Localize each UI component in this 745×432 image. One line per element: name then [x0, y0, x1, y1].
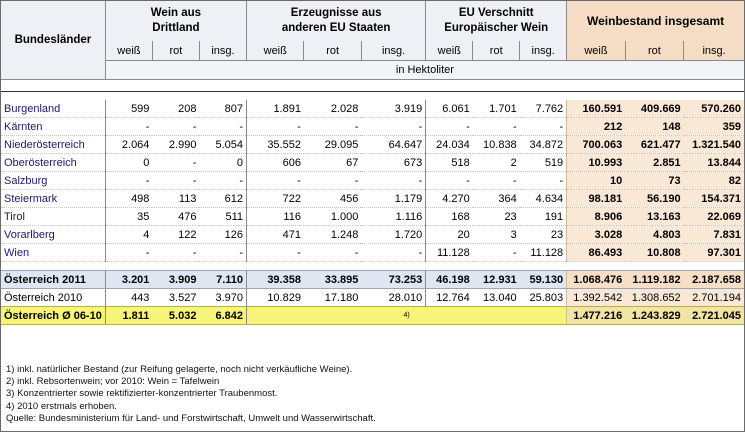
table-row: [1, 226, 744, 244]
table-cell: 511: [199, 208, 246, 226]
row-label: Wien: [1, 244, 105, 262]
table-cell: 23: [520, 226, 567, 244]
table-cell: 13.163: [625, 208, 683, 226]
header-sub-rot: rot: [152, 41, 199, 60]
table-cell: -: [247, 244, 304, 262]
table-cell: 7.762: [520, 100, 567, 118]
table-cell: 1.119.182: [625, 271, 683, 289]
table-row: [1, 244, 744, 262]
table-cell: 28.010: [361, 289, 425, 307]
row-label: Oberösterreich: [1, 154, 105, 172]
table-cell: 0: [199, 154, 246, 172]
table-row: [1, 271, 744, 289]
table-cell: 518: [426, 154, 473, 172]
table-cell: 2.187.658: [684, 271, 744, 289]
table-cell: -: [152, 118, 199, 136]
table-cell: 34.872: [520, 136, 567, 154]
spacer-row: [1, 92, 744, 101]
table-cell: 154.371: [684, 190, 744, 208]
table-cell: 33.895: [304, 271, 361, 289]
table-cell: 35: [105, 208, 152, 226]
table-cell: 8.906: [567, 208, 626, 226]
row-label: Österreich 2011: [1, 271, 105, 289]
table-cell: 606: [247, 154, 304, 172]
footnote-line: 2) inkl. Rebsortenwein; vor 2010: Wein = Tafelwein: [6, 376, 220, 388]
header-sub-rot: rot: [473, 41, 520, 60]
table-cell: 471: [247, 226, 304, 244]
table-cell: -: [247, 118, 304, 136]
table-cell: -: [361, 118, 425, 136]
table-cell: 1.000: [304, 208, 361, 226]
table-cell: 5.032: [152, 307, 199, 325]
table-cell: 13.040: [473, 289, 520, 307]
table-cell: -: [105, 118, 152, 136]
table-cell: 67: [304, 154, 361, 172]
table-cell: 10.993: [567, 154, 626, 172]
table-cell: 456: [304, 190, 361, 208]
row-label: Steiermark: [1, 190, 105, 208]
table-cell: 7.110: [199, 271, 246, 289]
row-label: Tirol: [1, 208, 105, 226]
table-cell: 1.116: [361, 208, 425, 226]
table-cell: 24.034: [426, 136, 473, 154]
table-cell: 23: [473, 208, 520, 226]
table-cell: 498: [105, 190, 152, 208]
table-cell: 443: [105, 289, 152, 307]
table-cell: 476: [152, 208, 199, 226]
table-cell: 11.128: [520, 244, 567, 262]
table-cell: 612: [199, 190, 246, 208]
table-cell: 1.179: [361, 190, 425, 208]
header-sub-rot: rot: [304, 41, 361, 60]
table-cell: -: [199, 244, 246, 262]
header-sub-weiss: weiß: [105, 41, 152, 60]
header-group-weinbestand: Weinbestand insgesamt: [567, 1, 744, 41]
table-cell: 409.669: [625, 100, 683, 118]
table-cell: 3: [473, 226, 520, 244]
table-row-average: [1, 307, 744, 325]
table-cell: 116: [247, 208, 304, 226]
table-cell: 1.248: [304, 226, 361, 244]
table-cell: 1.811: [105, 307, 152, 325]
table-cell: 20: [426, 226, 473, 244]
table-cell: 2.028: [304, 100, 361, 118]
table-cell: 807: [199, 100, 246, 118]
table-cell: 3.201: [105, 271, 152, 289]
header-sub-insg: insg.: [684, 41, 744, 60]
table-cell: 35.552: [247, 136, 304, 154]
table-cell: 4.803: [625, 226, 683, 244]
table-cell: -: [361, 244, 425, 262]
table-cell: 17.180: [304, 289, 361, 307]
spacer-row: [1, 262, 744, 271]
table-cell: 73: [625, 172, 683, 190]
table-cell: 3.919: [361, 100, 425, 118]
table-row: [1, 118, 744, 136]
table-cell: 0: [105, 154, 152, 172]
table-cell: 4: [105, 226, 152, 244]
table-cell: 73.253: [361, 271, 425, 289]
footnote-line: 1) inkl. natürlicher Bestand (zur Reifung gelagerte, noch nicht verkäufliche Weine).: [6, 364, 353, 375]
header-group-drittland: Wein aus Drittland: [105, 1, 246, 41]
table-cell: 113: [152, 190, 199, 208]
table-cell: 519: [520, 154, 567, 172]
table-cell: 168: [426, 208, 473, 226]
table-cell: -: [426, 118, 473, 136]
table-cell: 2.701.194: [684, 289, 744, 307]
header-sub-weiss: weiß: [426, 41, 473, 60]
table-cell: 148: [625, 118, 683, 136]
table-cell: -: [105, 244, 152, 262]
header-unit: in Hektoliter: [105, 60, 744, 79]
table-cell: 98.181: [567, 190, 626, 208]
table-cell: 3.527: [152, 289, 199, 307]
table-cell: 39.358: [247, 271, 304, 289]
row-label: Burgenland: [1, 100, 105, 118]
table-row: [1, 208, 744, 226]
header-group-eu-staaten: Erzeugnisse aus anderen EU Staaten: [247, 1, 426, 41]
table-cell: -: [152, 244, 199, 262]
header-group-eu-verschnitt: EU Verschnitt Europäischer Wein: [426, 1, 567, 41]
row-label: Vorarlberg: [1, 226, 105, 244]
table-cell: 1.308.652: [625, 289, 683, 307]
table-cell: 364: [473, 190, 520, 208]
footnotes: [6, 364, 376, 425]
header-sub-weiss: weiß: [567, 41, 626, 60]
table-cell: -: [199, 172, 246, 190]
table-cell: 12.764: [426, 289, 473, 307]
table-cell: 10: [567, 172, 626, 190]
table-cell: 126: [199, 226, 246, 244]
header-sub-rot: rot: [625, 41, 683, 60]
table-cell: 10.808: [625, 244, 683, 262]
table-cell: -: [199, 118, 246, 136]
table-cell: 191: [520, 208, 567, 226]
table-cell: 359: [684, 118, 744, 136]
row-label: Salzburg: [1, 172, 105, 190]
table-cell: 13.844: [684, 154, 744, 172]
table-cell: 12.931: [473, 271, 520, 289]
table-cell: 2.990: [152, 136, 199, 154]
table-row: [1, 136, 744, 154]
table-cell: 2: [473, 154, 520, 172]
table-cell: 722: [247, 190, 304, 208]
table-row: [1, 289, 744, 307]
table-cell: 2.851: [625, 154, 683, 172]
table-cell: 82: [684, 172, 744, 190]
table-cell: 6.061: [426, 100, 473, 118]
table-cell: -: [152, 154, 199, 172]
wine-stock-table: [1, 1, 744, 325]
table-cell: 4.634: [520, 190, 567, 208]
merged-note-cell: [247, 307, 567, 325]
table-row: [1, 154, 744, 172]
table-cell: 1.701: [473, 100, 520, 118]
table-cell: -: [520, 118, 567, 136]
table-cell: 3.028: [567, 226, 626, 244]
table-cell: 3.909: [152, 271, 199, 289]
footnote-line: Quelle: Bundesministerium für Land- und Forstwirtschaft, Umwelt und Wasserwirtschaft.: [6, 412, 376, 424]
table-cell: 122: [152, 226, 199, 244]
table-cell: -: [304, 172, 361, 190]
footnote-line: 4) 2010 erstmals erhoben.: [6, 400, 117, 412]
header-sub-weiss: weiß: [247, 41, 304, 60]
table-cell: 5.054: [199, 136, 246, 154]
table-cell: 621.477: [625, 136, 683, 154]
table-cell: -: [473, 118, 520, 136]
table-cell: 56.190: [625, 190, 683, 208]
table-cell: 673: [361, 154, 425, 172]
table-cell: -: [105, 172, 152, 190]
table-cell: 6.842: [199, 307, 246, 325]
table-cell: -: [426, 172, 473, 190]
table-cell: -: [152, 172, 199, 190]
table-cell: 29.095: [304, 136, 361, 154]
table-cell: 2.721.045: [684, 307, 744, 325]
table-cell: 4.270: [426, 190, 473, 208]
table-cell: 208: [152, 100, 199, 118]
table-cell: 3.970: [199, 289, 246, 307]
table-cell: -: [473, 244, 520, 262]
table-cell: 1.243.829: [625, 307, 683, 325]
table-cell: 11.128: [426, 244, 473, 262]
table-cell: 212: [567, 118, 626, 136]
header-bundeslaender: Bundesländer: [1, 1, 105, 80]
table-row: [1, 172, 744, 190]
table-cell: 10.838: [473, 136, 520, 154]
table-cell: 1.720: [361, 226, 425, 244]
table-cell: 1.891: [247, 100, 304, 118]
header-sub-insg: insg.: [520, 41, 567, 60]
table-cell: -: [361, 172, 425, 190]
table-cell: 1.477.216: [567, 307, 626, 325]
table-cell: 1.068.476: [567, 271, 626, 289]
table-cell: 570.260: [684, 100, 744, 118]
row-label: Österreich 2010: [1, 289, 105, 307]
table-cell: 97.301: [684, 244, 744, 262]
table-cell: 2.064: [105, 136, 152, 154]
table-cell: 64.647: [361, 136, 425, 154]
table-cell: 25.803: [520, 289, 567, 307]
table-cell: -: [520, 172, 567, 190]
table-cell: 599: [105, 100, 152, 118]
table-cell: 1.392.542: [567, 289, 626, 307]
table-cell: 59.130: [520, 271, 567, 289]
table-cell: 700.063: [567, 136, 626, 154]
spacer-row: [1, 80, 744, 92]
table-cell: 1.321.540: [684, 136, 744, 154]
table-cell: -: [247, 172, 304, 190]
table-cell: 46.198: [426, 271, 473, 289]
footnote-marker: 4): [403, 311, 410, 319]
footnote-line: 3) Konzentrierter sowie rektifizierter-konzentrierter Traubenmost.: [6, 388, 278, 400]
header-sub-insg: insg.: [361, 41, 425, 60]
table-cell: -: [304, 244, 361, 262]
table-cell: 160.591: [567, 100, 626, 118]
table-row: [1, 190, 744, 208]
table-cell: 86.493: [567, 244, 626, 262]
row-label: Österreich Ø 06-10: [1, 307, 105, 325]
table-row: [1, 100, 744, 118]
table-cell: -: [473, 172, 520, 190]
header-sub-insg: insg.: [199, 41, 246, 60]
table-cell: -: [304, 118, 361, 136]
table-cell: 22.069: [684, 208, 744, 226]
table-cell: 7.831: [684, 226, 744, 244]
row-label: Niederösterreich: [1, 136, 105, 154]
row-label: Kärnten: [1, 118, 105, 136]
table-cell: 10.829: [247, 289, 304, 307]
